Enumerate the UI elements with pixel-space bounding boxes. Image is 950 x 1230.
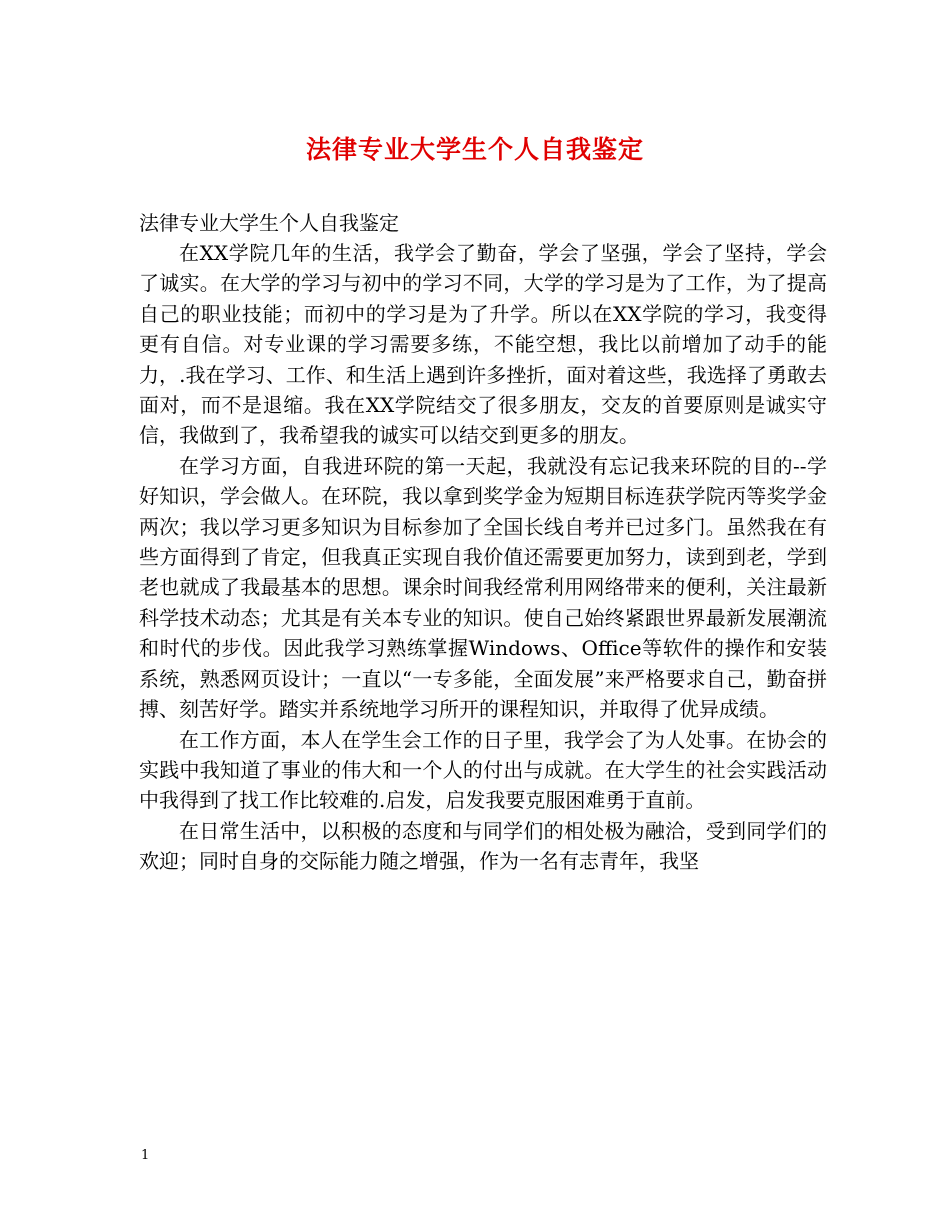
- paragraph: 在学习方面，自我进环院的第一天起，我就没有忘记我来环院的目的--学好知识，学会做人。在环院，我以拿到奖学金为短期目标连获学院丙等奖学金两次；我以学习更多知识为目标参加了全国长线自考并已过多门。虽然我在有些方面得到了肯定，但我真正实现自我价值还需要更加努力，读到到老，学到老也就成了我最基本的思想。课余时间我经常利用网络带来的便利，关注最新科学技术动态；尤其是有关本专业的知识。使自己始终紧跟世界最新发展潮流和时代的步伐。因此我学习熟练掌握Windows、Office等软件的操作和安装系统，熟悉网页设计；一直以“一专多能，全面发展”来严格要求自己，勤奋拼搏、刻苦好学。踏实并系统地学习所开的课程知识，并取得了优异成绩。: [139, 453, 827, 722]
- paragraph: 在工作方面，本人在学生会工作的日子里，我学会了为人处事。在协会的实践中我知道了事业的伟大和一个人的付出与成就。在大学生的社会实践活动中我得到了找工作比较难的.启发，启发我要克服困难勇于直前。: [139, 727, 827, 813]
- page-number: 1: [141, 1148, 150, 1163]
- paragraph: 在XX学院几年的生活，我学会了勤奋，学会了坚强，学会了坚持，学会了诚实。在大学的学习与初中的学习不同，大学的学习是为了工作，为了提高自己的职业技能；而初中的学习是为了升学。所以在XX学院的学习，我变得更有自信。对专业课的学习需要多练，不能空想，我比以前增加了动手的能力，.我在学习、工作、和生活上遇到许多挫折，面对着这些，我选择了勇敢去面对，而不是退缩。我在XX学院结交了很多朋友，交友的首要原则是诚实守信，我做到了，我希望我的诚实可以结交到更多的朋友。: [139, 241, 827, 448]
- document-body: [139, 238, 827, 877]
- paragraph: 在日常生活中，以积极的态度和与同学们的相处极为融洽，受到同学们的欢迎；同时自身的交际能力随之增强，作为一名有志青年，我坚: [139, 818, 827, 874]
- document-title: 法律专业大学生个人自我鉴定: [305, 135, 644, 164]
- document-subtitle: 法律专业大学生个人自我鉴定: [139, 211, 399, 235]
